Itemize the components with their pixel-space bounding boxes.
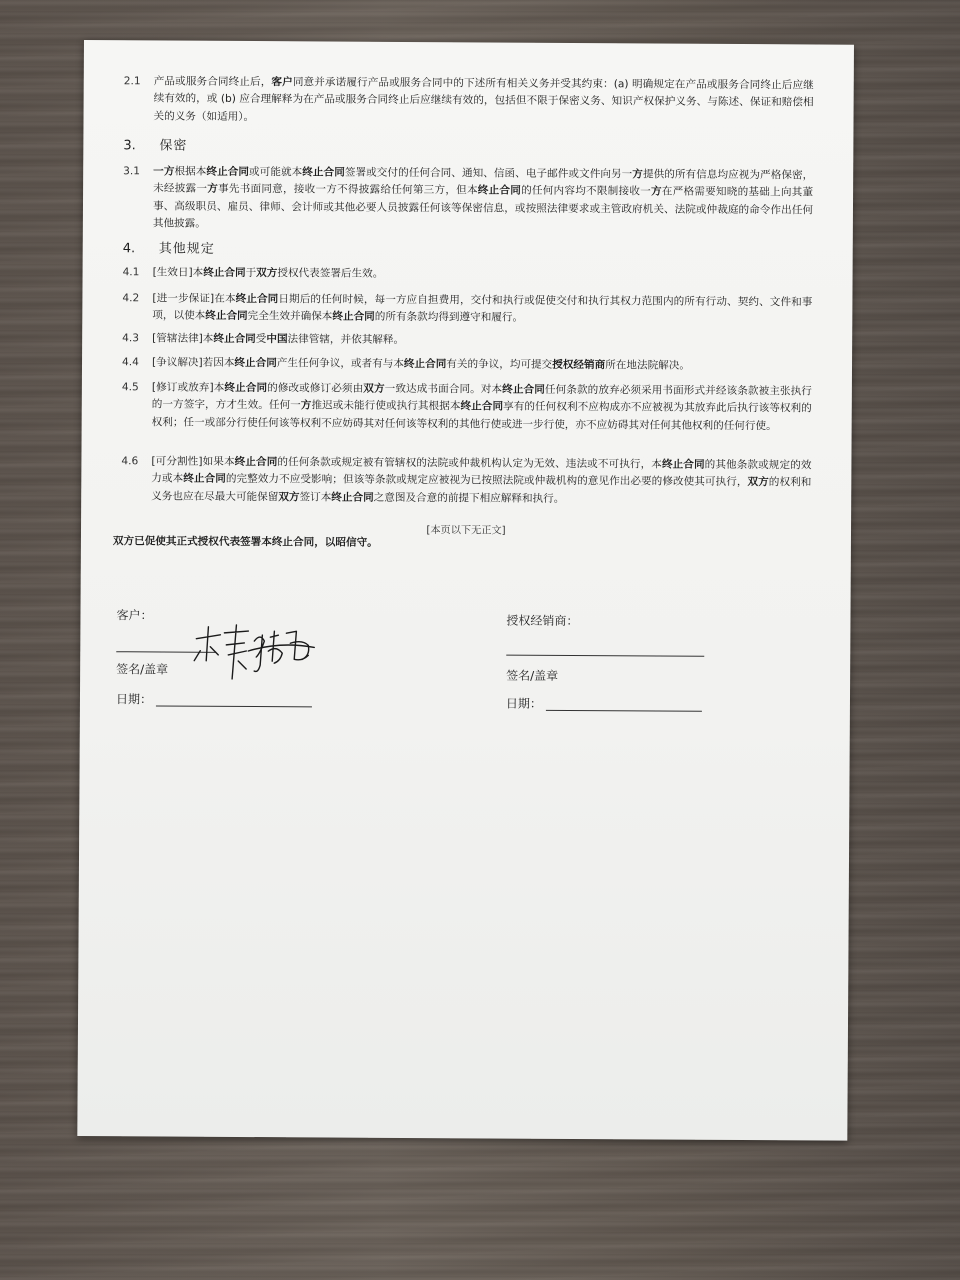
bold-term: 双方 <box>278 490 300 503</box>
customer-date-line <box>156 705 312 707</box>
text-run: [进一步保证]在本 <box>152 292 236 305</box>
text-run: 的任何条款或规定被有管辖权的法院或仲裁机构认定为无效、违法或不可执行，本 <box>277 456 663 471</box>
text-run: 所在地法院解决。 <box>605 359 691 372</box>
clause-text <box>153 73 813 129</box>
bold-term: 客户 <box>271 76 293 89</box>
bold-term: 终止合同 <box>205 310 248 323</box>
clause-number: 3.1 <box>123 165 141 178</box>
clause-text <box>153 163 813 236</box>
no-body-below-note: [本页以下无正文] <box>426 525 506 537</box>
text-run: 提供的所有信息均应视为严格保密，未经披露一 <box>153 168 814 196</box>
text-run: 已促使其正式授权代表签署本 <box>134 535 272 549</box>
text-run: 的任何内容均不限制接收一 <box>521 184 652 198</box>
text-run: 产品或服务合同终止后， <box>153 75 272 89</box>
bold-term: 方 <box>632 168 644 181</box>
clause-number: 4.3 <box>122 332 140 345</box>
text-run: 的所有条款均得到遵守和履行。 <box>374 311 524 324</box>
bold-term: 终止合同 <box>477 184 522 197</box>
bold-term: 双方 <box>112 535 135 548</box>
section-title: 保密 <box>159 138 188 154</box>
dealer-sign-stamp-label: 签名/盖章 <box>506 668 559 683</box>
text-run: 有关的争议，均可提交 <box>446 358 553 371</box>
text-run: 的其他条款或规定的效力或本 <box>151 458 812 485</box>
bold-term: 一方 <box>153 165 175 178</box>
text-run: 授权代表签署后生效。 <box>277 267 384 280</box>
text-run: 完全生效并确保本 <box>247 310 333 323</box>
text-run: 同意并承诺履行产品或服务合同中的下述所有相关义务并受其约束：(a) 明确规定在产品或服务合同终止后应继续有效的，或 (b) 应合理解释为在产品或服务合同终止后应继续有效的，包括但不限于保密义务、知识产权保护义务、与陈述、保证和赔偿相关的义务（如适用）。 <box>153 76 814 123</box>
clause-text <box>151 453 811 509</box>
text-run: 根据本 <box>174 165 207 178</box>
section-number: 4. <box>122 241 136 257</box>
bold-term: 终止合同 <box>234 455 278 469</box>
clause-4-3 <box>122 330 812 352</box>
clause-4-2 <box>122 290 812 329</box>
clause-number: 4.6 <box>121 455 139 468</box>
clause-number: 4.4 <box>121 356 139 369</box>
dealer-signature-line <box>506 655 704 657</box>
dealer-date-label: 日期： <box>505 696 543 711</box>
bold-term: 双方 <box>256 267 278 280</box>
dealer-label: 授权经销商： <box>506 613 579 629</box>
clause-number: 4.2 <box>122 292 140 305</box>
bold-term: 终止合同 <box>332 310 375 324</box>
bold-term: 终止合同 <box>403 357 447 371</box>
text-run: 签订本 <box>299 490 332 504</box>
text-run: 任何条款的放弃必须采用书面形式并经该条款被主张执行的一方签字，方才生效。任何一 <box>151 383 812 412</box>
bold-term: 双方 <box>747 476 769 489</box>
bold-term: 中国 <box>266 333 288 346</box>
text-run: 于 <box>245 266 257 280</box>
bold-term: 终止合同 <box>206 165 250 179</box>
text-run: [管辖法律]本 <box>152 332 214 345</box>
clause-text <box>152 379 812 435</box>
clause-3-1 <box>123 163 813 236</box>
clause-text <box>152 290 812 329</box>
bold-term: 终止合同 <box>234 356 277 370</box>
bold-term: 终止合同 <box>302 166 345 179</box>
bold-term: 终止合同 <box>203 266 246 279</box>
text-run: [生效日]本 <box>152 266 204 279</box>
text-run: [争议解决]若因本 <box>151 356 235 369</box>
bold-term: 终止合同 <box>502 383 545 396</box>
clause-number: 2.1 <box>123 75 141 88</box>
customer-handwritten-signature <box>190 621 330 682</box>
bold-term: 终止合同 <box>331 491 374 504</box>
text-run: 日期后的任何时候，每一方应自担费用，交付和执行或促使交付和执行其权力范围内的所有行动、契约、文件和事项，以使本 <box>152 293 813 323</box>
text-run: 一致达成书面合同。对本 <box>384 382 503 396</box>
bold-term: 终止合同 <box>460 400 504 413</box>
bold-term: 方 <box>207 183 219 196</box>
clause-4-5 <box>122 379 812 435</box>
section-title: 其他规定 <box>158 241 215 257</box>
clause-text <box>152 330 812 351</box>
text-run: 或可能就本 <box>249 166 303 179</box>
bold-term: 方 <box>650 185 662 198</box>
bold-term: ，以昭信守。 <box>314 536 378 549</box>
text-run: [修订或放弃]本 <box>151 381 225 394</box>
clause-4-6 <box>121 453 811 509</box>
closing-statement <box>113 533 378 550</box>
text-run: 在严格需要知晓的基础上向其董事、高级职员、雇员、律师、会计师或其他必要人员披露任何该等保密信息，或按照法律要求或主管政府机关、法院或仲裁庭的命令作出任何其他披露。 <box>152 185 814 230</box>
text-run: 的完整效力不应受影响；但该等条款或规定应被视为已按照法院或仲裁机构的意见作出必要的修改使其可执行， <box>225 473 748 489</box>
section-heading-confidentiality <box>123 134 187 153</box>
bold-term: 授权经销商 <box>552 358 606 372</box>
bold-term: 终止合同 <box>235 292 279 306</box>
text-run: 的修改或修订必须由 <box>267 382 364 395</box>
clause-number: 4.5 <box>121 381 139 394</box>
text-run: 享有的任何权利不应构成亦不应被视为其放弃此后执行该等权利的权利；任一或部分行使任何该等权利不应妨碍其对任何该等权利的其他行使或进一步行使，亦不应妨碍其对任何其他权利的任何行使。 <box>151 400 812 432</box>
clause-text <box>153 264 813 285</box>
text-run: 产生任何争议，或者有与本 <box>276 357 404 370</box>
text-run: 的权利和义务也应在尽最大可能保留 <box>151 476 812 503</box>
bold-term: 终止合同 <box>661 458 705 471</box>
clause-number: 4.1 <box>122 266 140 279</box>
bold-term: 方 <box>300 399 312 412</box>
bold-term: 终止合同 <box>183 472 226 486</box>
bold-term: 双方 <box>363 382 385 395</box>
bold-term: 终止合同 <box>224 381 268 395</box>
clause-4-4 <box>122 354 812 376</box>
customer-label: 客户： <box>116 608 153 623</box>
clause-2-1 <box>123 73 813 129</box>
text-run: 推迟或未能行使或执行其根据本 <box>311 399 461 413</box>
text-run: [可分割性]如果本 <box>151 455 235 468</box>
customer-date-label: 日期： <box>115 692 153 707</box>
text-run: 法律管辖，并依其解释。 <box>287 333 405 346</box>
bold-term: 终止合同 <box>271 536 315 549</box>
text-run: 之意图及合意的前提下相应解释和执行。 <box>373 491 565 505</box>
text-run: 签署或交付的任何合同、通知、信函、电子邮件或文件向另一 <box>344 166 633 181</box>
section-heading-other-provisions <box>123 237 215 257</box>
clause-4-1 <box>123 264 813 286</box>
text-run: 事先书面同意，接收一方不得披露给任何第三方，但本 <box>218 183 478 197</box>
clause-text <box>152 354 812 375</box>
section-number: 3. <box>123 138 136 154</box>
contract-page <box>77 40 854 1141</box>
bold-term: 终止合同 <box>213 332 256 346</box>
dealer-date-line <box>546 710 702 712</box>
text-run: 受 <box>255 333 267 346</box>
customer-sign-stamp-label: 签名/盖章 <box>116 662 169 677</box>
